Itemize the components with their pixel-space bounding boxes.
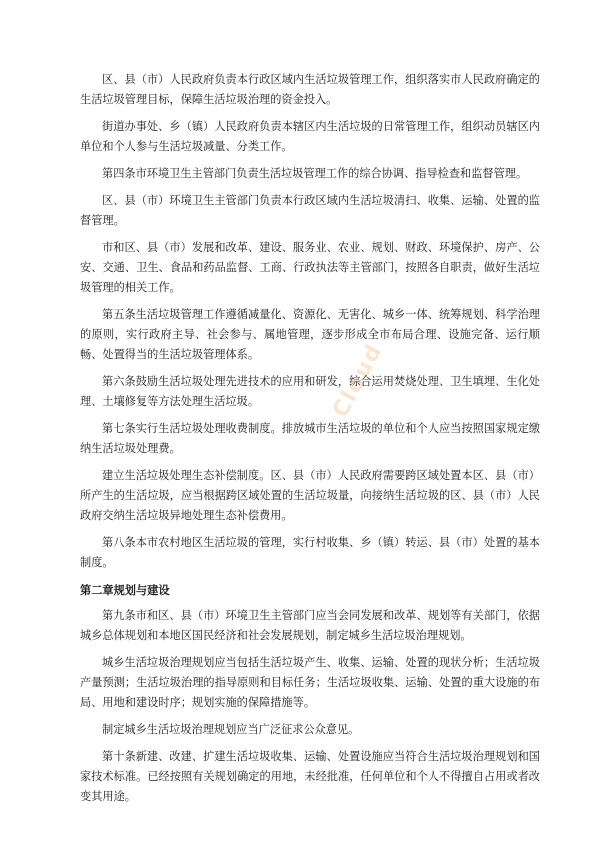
paragraph: 第七条实行生活垃圾处理收费制度。排放城市生活垃圾的单位和个人应当按照国家规定缴纳生活垃圾处理费。 bbox=[80, 422, 540, 455]
document-body bbox=[80, 70, 540, 814]
paragraph: 城乡生活垃圾治理规划应当包括生活垃圾产生、收集、运输、处置的现状分析；生活垃圾产量预测；生活垃圾治理的指导原则和目标任务；生活垃圾收集、运输、处置的重大设施的布局、用地和建设时序；规划实施的保障措施等。 bbox=[80, 656, 540, 709]
paragraph: 第四条市环境卫生主管部门负责生活垃圾管理工作的综合协调、指导检查和监督管理。 bbox=[102, 167, 528, 180]
paragraph: 第十条新建、改建、扩建生活垃圾收集、运输、处置设施应当符合生活垃圾治理规划和国家技术标准。已经按照有关规划确定的用地，未经批准，任何单位和个人不得擅自占用或者改变其用途。 bbox=[80, 750, 540, 803]
paragraph: 区、县（市）人民政府负责本行政区域内生活垃圾管理工作，组织落实市人民政府确定的生活垃圾管理目标，保障生活垃圾治理的资金投入。 bbox=[80, 73, 540, 106]
paragraph: 街道办事处、乡（镇）人民政府负责本辖区内生活垃圾的日常管理工作，组织动员辖区内单位和个人参与生活垃圾减量、分类工作。 bbox=[80, 120, 540, 153]
paragraph: 制定城乡生活垃圾治理规划应当广泛征求公众意见。 bbox=[102, 723, 360, 736]
paragraph: 第六条鼓励生活垃圾处理先进技术的应用和研发，综合运用焚烧处理、卫生填埋、生化处理、土壤修复等方法处理生活垃圾。 bbox=[80, 375, 540, 408]
paragraph: 市和区、县（市）发展和改革、建设、服务业、农业、规划、财政、环境保护、房产、公安、交通、卫生、食品和药品监督、工商、行政执法等主管部门，按照各自职责，做好生活垃圾管理的相关工作。 bbox=[80, 241, 540, 294]
paragraph: 第五条生活垃圾管理工作遵循减量化、资源化、无害化、城乡一体、统筹规划、科学治理的原则，实行政府主导、社会参与、属地管理，逐步形成全市布局合理、设施完备、运行顺畅、处置得当的生活垃圾管理体系。 bbox=[80, 308, 540, 361]
paragraph: 第九条市和区、县（市）环境卫生主管部门应当会同发展和改革、规划等有关部门，依据城乡总体规划和本地区国民经济和社会发展规划，制定城乡生活垃圾治理规划。 bbox=[80, 609, 540, 642]
paragraph: 第八条本市农村地区生活垃圾的管理，实行村收集、乡（镇）转运、县（市）处置的基本制度。 bbox=[80, 536, 540, 569]
paragraph: 建立生活垃圾处理生态补偿制度。区、县（市）人民政府需要跨区域处置本区、县（市）所产生的生活垃圾，应当根据跨区域处置的生活垃圾量，向接纳生活垃圾的区、县（市）人民政府交纳生活垃圾异地处理生态补偿费用。 bbox=[80, 469, 540, 522]
paragraph: 区、县（市）环境卫生主管部门负责本行政区域内生活垃圾清扫、收集、运输、处置的监督管理。 bbox=[80, 194, 540, 227]
chapter-heading: 第二章规划与建设 bbox=[80, 583, 170, 597]
watermark-text: Cloud bbox=[328, 339, 388, 422]
